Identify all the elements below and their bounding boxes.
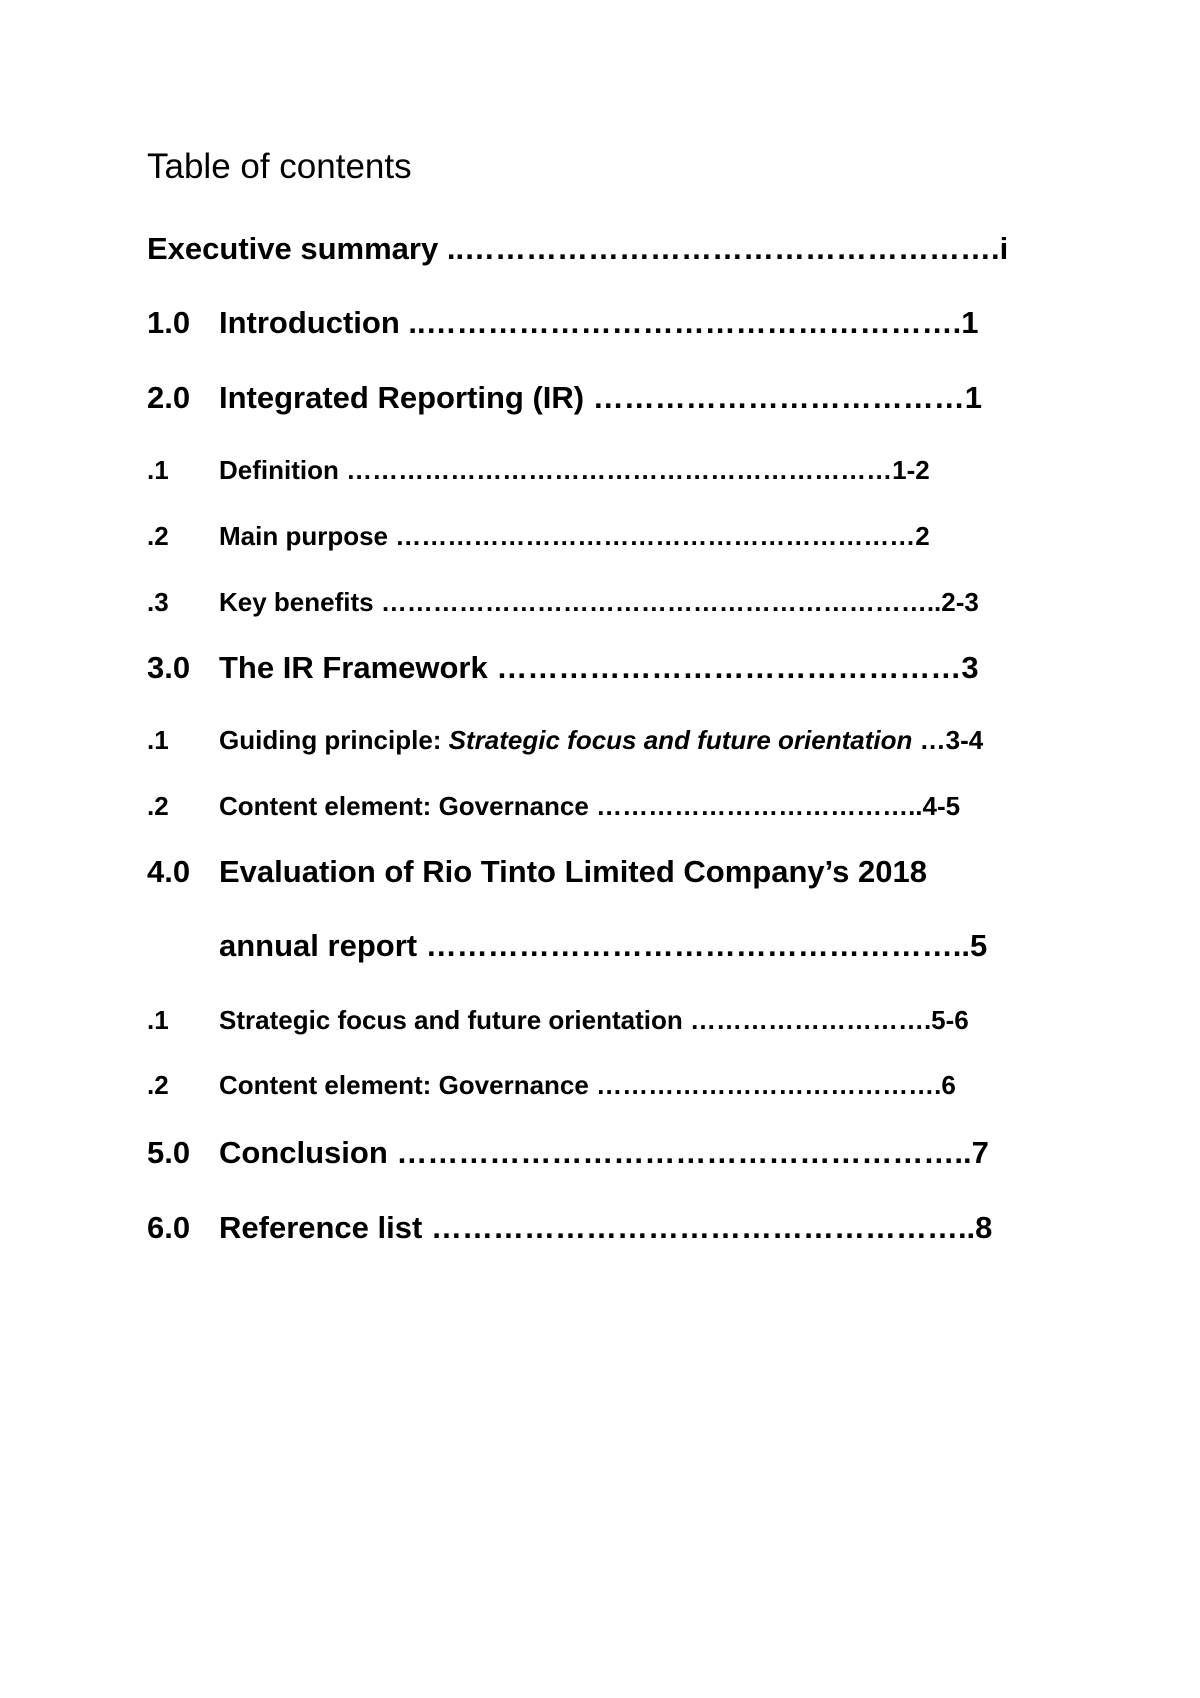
toc-entry-ir-framework bbox=[147, 648, 979, 688]
toc-page-number: 2-3 bbox=[941, 587, 979, 617]
toc-leader-dots: ………………………. bbox=[682, 1005, 932, 1035]
toc-entry-introduction bbox=[147, 303, 979, 343]
toc-entry-label: Content element: Governance bbox=[219, 1070, 589, 1100]
toc-page-number: 3-4 bbox=[945, 725, 984, 755]
toc-entry-evaluation-continued bbox=[147, 926, 987, 966]
toc-leader-dots: ……………………………………………………….. bbox=[373, 587, 942, 617]
toc-section-number: 3.0 bbox=[147, 650, 191, 685]
toc-entry-label: Strategic focus and future orientation bbox=[219, 1005, 683, 1035]
toc-title: Table of contents bbox=[147, 147, 412, 186]
toc-entry-guiding-principle bbox=[147, 723, 983, 757]
toc-section-number: 1.0 bbox=[147, 305, 191, 340]
toc-entry-label: Introduction bbox=[219, 305, 400, 340]
toc-page-number: 6 bbox=[941, 1070, 956, 1100]
toc-entry-evaluation bbox=[147, 852, 927, 892]
toc-page-number: 3 bbox=[961, 650, 979, 685]
toc-section-number: 5.0 bbox=[147, 1135, 191, 1170]
toc-page-number: 1-2 bbox=[892, 455, 930, 485]
toc-entry-key-benefits bbox=[147, 585, 979, 619]
toc-page-number: 2 bbox=[915, 521, 930, 551]
toc-section-number: .2 bbox=[147, 791, 169, 821]
toc-entry-label-italic: Strategic focus and future orientation bbox=[448, 725, 913, 755]
toc-entry-governance-evaluation bbox=[147, 1068, 956, 1102]
toc-page-number: 4-5 bbox=[922, 791, 961, 821]
toc-entry-label: Guiding principle: bbox=[219, 725, 449, 755]
toc-section-number: 2.0 bbox=[147, 380, 191, 415]
toc-leader-dots: ……………………………………………….. bbox=[387, 1135, 972, 1170]
toc-entry-strategic-focus bbox=[147, 1003, 969, 1037]
toc-entry-label: The IR Framework bbox=[219, 650, 488, 685]
toc-section-number: .3 bbox=[147, 587, 169, 617]
toc-page-number: 5 bbox=[969, 928, 988, 963]
toc-entry-label: Content element: Governance bbox=[219, 791, 589, 821]
toc-section-number: .2 bbox=[147, 521, 169, 551]
toc-entry-definition bbox=[147, 453, 930, 487]
toc-section-number: .1 bbox=[147, 725, 169, 755]
toc-entry-integrated-reporting bbox=[147, 378, 982, 418]
toc-entry-label: Evaluation of Rio Tinto Limited Company’s 2018 bbox=[219, 854, 927, 889]
toc-leader-dots: ..……………………………………………. bbox=[399, 305, 962, 340]
toc-leader-dots: …………………………………………………… bbox=[388, 521, 916, 551]
toc-leader-dots: …………………………………. bbox=[588, 1070, 942, 1100]
toc-entry-governance bbox=[147, 789, 960, 823]
toc-entry-label: Key benefits bbox=[219, 587, 374, 617]
toc-page-number: 1 bbox=[964, 380, 982, 415]
toc-page-number: i bbox=[999, 231, 1009, 266]
toc-leader-dots: ……………………………….. bbox=[588, 791, 923, 821]
toc-leader-dots: ……………………………………………………… bbox=[338, 455, 893, 485]
toc-entry-reference-list bbox=[147, 1208, 992, 1248]
toc-leader-dots: …………………………………………….. bbox=[417, 928, 970, 963]
toc-entry-label: Executive summary bbox=[147, 231, 439, 266]
toc-section-number: 6.0 bbox=[147, 1210, 191, 1245]
toc-entry-label: Conclusion bbox=[219, 1135, 388, 1170]
toc-section-number: .1 bbox=[147, 455, 169, 485]
toc-leader-dots: ……………………………… bbox=[584, 380, 965, 415]
toc-section-number: .2 bbox=[147, 1070, 169, 1100]
toc-page-number: 8 bbox=[975, 1210, 993, 1245]
toc-entry-executive-summary bbox=[147, 229, 1008, 269]
toc-entry-conclusion bbox=[147, 1133, 989, 1173]
toc-leader-dots: … bbox=[912, 725, 946, 755]
toc-page-number: 1 bbox=[961, 305, 979, 340]
toc-leader-dots: ..……………………………………………. bbox=[438, 231, 1000, 266]
toc-section-number: 4.0 bbox=[147, 854, 191, 889]
toc-entry-main-purpose bbox=[147, 519, 930, 553]
toc-page-number: 5-6 bbox=[931, 1005, 969, 1035]
toc-entry-label: annual report bbox=[219, 928, 418, 963]
toc-section-number: .1 bbox=[147, 1005, 169, 1035]
toc-leader-dots: ……………………………………… bbox=[487, 650, 962, 685]
toc-leader-dots: …………………………………………….. bbox=[422, 1210, 976, 1245]
toc-page-number: 7 bbox=[971, 1135, 989, 1170]
toc-entry-label: Main purpose bbox=[219, 521, 389, 551]
toc-entry-label: Reference list bbox=[219, 1210, 423, 1245]
toc-entry-label: Definition bbox=[219, 455, 339, 485]
toc-entry-label: Integrated Reporting (IR) bbox=[219, 380, 585, 415]
